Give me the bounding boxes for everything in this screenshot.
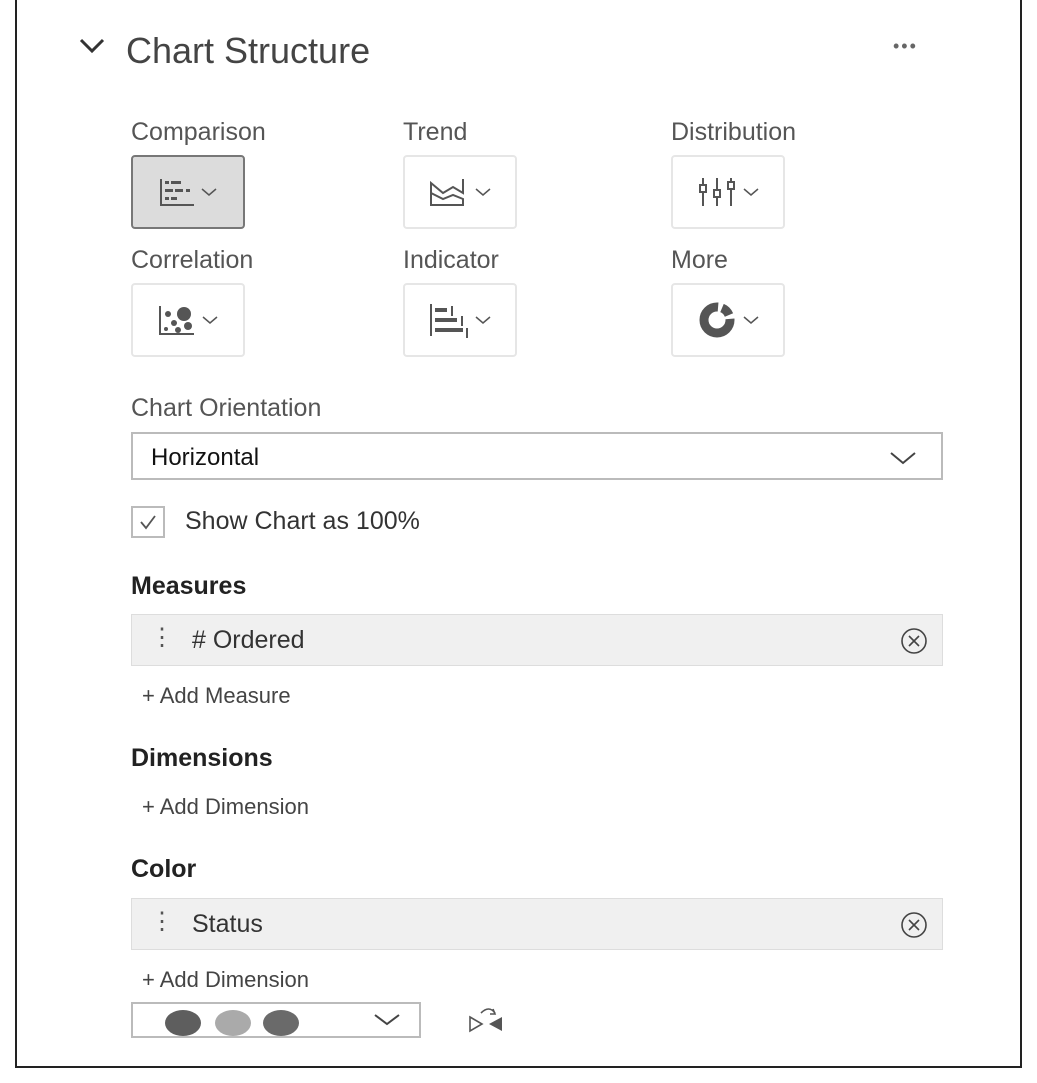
show-100-label: Show Chart as 100%	[185, 507, 420, 535]
measure-name: # Ordered	[192, 626, 305, 654]
indicator-chart-button[interactable]	[403, 283, 517, 357]
checkmark-icon	[133, 508, 163, 536]
panel-title: Chart Structure	[126, 30, 371, 71]
chevron-down-icon	[889, 450, 917, 466]
drag-handle-icon[interactable]: ⋮	[150, 624, 174, 651]
palette-swatch	[215, 1010, 251, 1036]
area-chart-icon	[429, 177, 469, 207]
box-plot-icon	[697, 176, 737, 208]
color-palette-select[interactable]	[131, 1002, 421, 1038]
donut-chart-icon	[697, 300, 737, 340]
trend-chart-button[interactable]	[403, 155, 517, 229]
chart-type-label: Distribution	[671, 118, 797, 146]
palette-swatch	[263, 1010, 299, 1036]
chart-type-label: Trend	[403, 118, 468, 146]
palette-swatch	[165, 1010, 201, 1036]
dimensions-heading: Dimensions	[131, 744, 273, 772]
chart-type-label: Correlation	[131, 246, 254, 274]
chevron-down-icon	[475, 187, 491, 197]
chart-type-label: Indicator	[403, 246, 499, 274]
remove-circle-icon[interactable]	[900, 627, 928, 655]
chart-type-label: More	[671, 246, 728, 274]
add-measure-button[interactable]: + Add Measure	[142, 683, 291, 708]
chevron-down-icon	[743, 315, 759, 325]
chart-orientation-value: Horizontal	[151, 444, 260, 471]
measure-token[interactable]	[131, 614, 943, 666]
chart-orientation-label: Chart Orientation	[131, 394, 322, 422]
chevron-down-icon	[373, 1012, 401, 1028]
color-dimension-name: Status	[192, 910, 263, 938]
bullet-chart-icon	[429, 302, 469, 338]
correlation-chart-button[interactable]	[131, 283, 245, 357]
add-dimension-button[interactable]: + Add Dimension	[142, 794, 309, 819]
collapse-chevron-icon[interactable]	[78, 36, 106, 56]
more-chart-button[interactable]	[671, 283, 785, 357]
chevron-down-icon	[201, 187, 217, 197]
more-options-icon[interactable]: •••	[893, 36, 918, 56]
distribution-chart-button[interactable]	[671, 155, 785, 229]
chart-type-label: Comparison	[131, 118, 266, 146]
show-100-checkbox[interactable]	[131, 506, 165, 538]
bar-chart-icon	[159, 177, 195, 207]
color-dimension-token[interactable]	[131, 898, 943, 950]
chevron-down-icon	[743, 187, 759, 197]
chevron-down-icon	[475, 315, 491, 325]
swap-colors-icon[interactable]	[467, 1005, 505, 1035]
color-heading: Color	[131, 855, 197, 883]
chevron-down-icon	[202, 315, 218, 325]
add-color-dimension-button[interactable]: + Add Dimension	[142, 967, 309, 992]
drag-handle-icon[interactable]: ⋮	[150, 908, 174, 935]
remove-circle-icon[interactable]	[900, 911, 928, 939]
bubble-chart-icon	[158, 304, 196, 336]
chart-orientation-select[interactable]	[131, 432, 943, 480]
measures-heading: Measures	[131, 572, 247, 600]
comparison-chart-button[interactable]	[131, 155, 245, 229]
